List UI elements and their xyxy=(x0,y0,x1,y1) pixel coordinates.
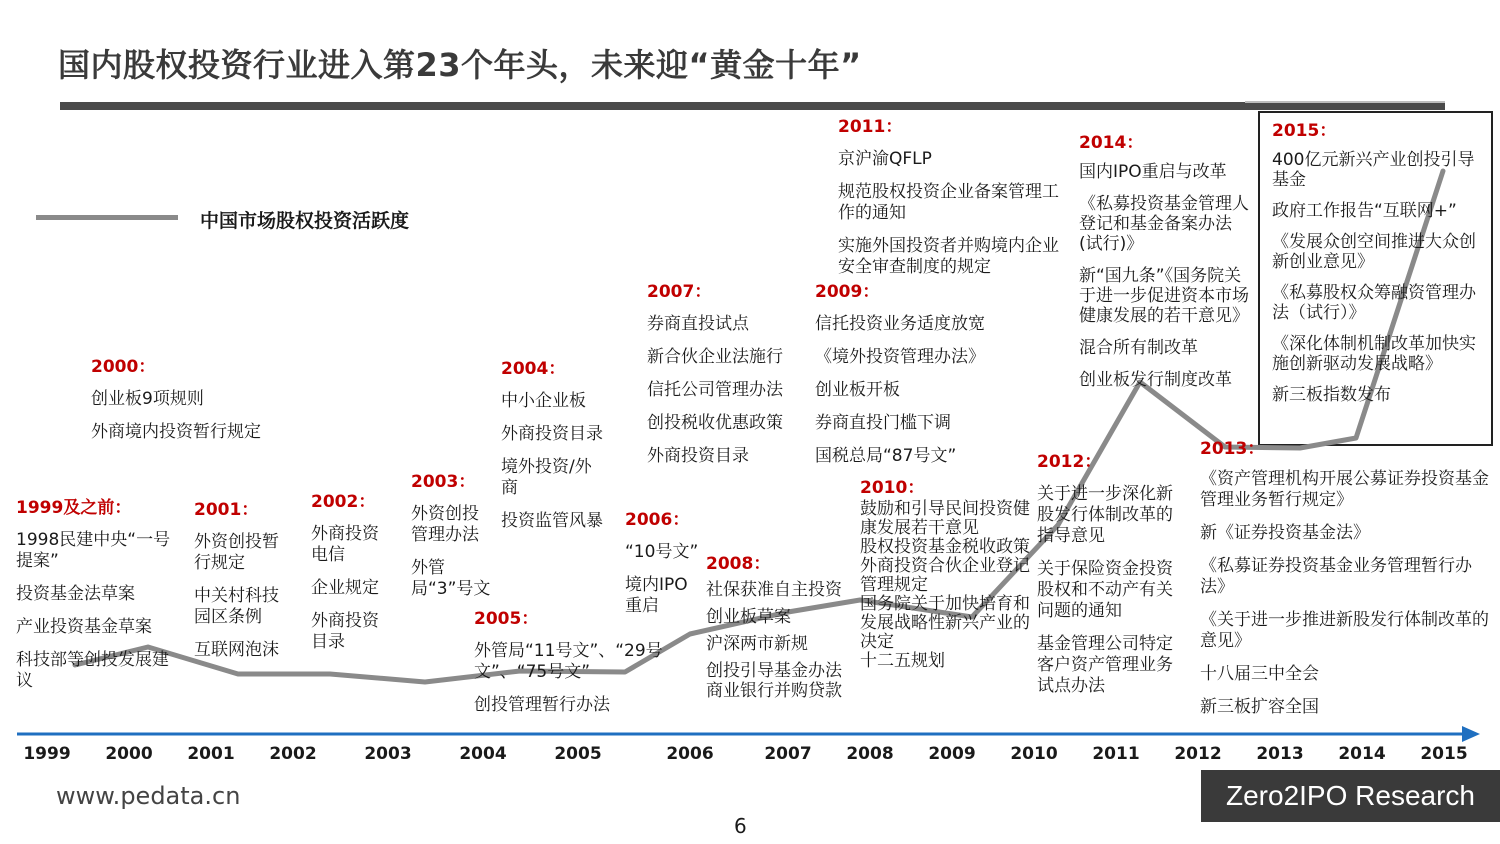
event-item: 投资基金法草案 xyxy=(16,584,135,604)
year-label: 2002： xyxy=(311,492,376,512)
block-2011 xyxy=(838,117,1066,290)
axis-year-label: 2008 xyxy=(846,744,894,764)
event-item: 国务院关于加快培育和发展战略性新兴产业的决定 xyxy=(860,594,1030,652)
axis-year-label: 2001 xyxy=(187,744,235,764)
block-2009 xyxy=(815,282,1015,479)
year-label: 2001： xyxy=(194,500,259,520)
event-item: 投资监管风暴 xyxy=(501,511,603,531)
block-2008 xyxy=(706,554,866,701)
event-item: 新合伙企业法施行 xyxy=(647,347,783,367)
event-item: 外商投资电信 xyxy=(311,524,379,565)
event-item: 新《证券投资基金法》 xyxy=(1200,523,1370,543)
axis-year-label: 2011 xyxy=(1092,744,1140,764)
event-item: 京沪渝QFLP xyxy=(838,149,932,169)
block-2010 xyxy=(860,479,1032,671)
event-item: 创业板草案 xyxy=(706,607,791,627)
year-label: 2015： xyxy=(1272,121,1337,141)
event-item: 《私募股权众筹融资管理办法（试行）》 xyxy=(1272,283,1476,323)
event-item: 信托投资业务适度放宽 xyxy=(815,314,985,334)
event-item: 沪深两市新规 xyxy=(706,634,808,654)
event-item: 互联网泡沫 xyxy=(194,640,279,660)
year-label: 2013： xyxy=(1200,439,1265,459)
event-item: 创业板发行制度改革 xyxy=(1079,370,1232,390)
event-item: 外商投资目录 xyxy=(311,611,379,652)
event-item: 关于进一步深化新股发行体制改革的指导意见 xyxy=(1037,484,1173,546)
axis-year-label: 2013 xyxy=(1256,744,1304,764)
event-item: 外管局“11号文”、“29号文”、“75号文” xyxy=(474,641,663,682)
page-number: 6 xyxy=(734,814,747,838)
event-item: 《深化体制机制改革加快实施创新驱动发展战略》 xyxy=(1272,334,1476,374)
year-label: 2008： xyxy=(706,554,771,574)
legend-label: 中国市场股权投资活跃度 xyxy=(200,210,410,232)
event-item: “10号文” xyxy=(625,542,699,562)
block-2015 xyxy=(1272,121,1487,417)
block-2004 xyxy=(501,359,603,544)
event-item: 规范股权投资企业备案管理工作的通知 xyxy=(838,182,1059,223)
block-2001 xyxy=(194,500,292,673)
event-item: 混合所有制改革 xyxy=(1079,338,1198,358)
axis-year-label: 2003 xyxy=(364,744,412,764)
event-item: 外商投资目录 xyxy=(501,424,603,444)
event-item: 产业投资基金草案 xyxy=(16,617,152,637)
event-item: 外资创投暂行规定 xyxy=(194,532,279,573)
event-item: 《私募投资基金管理人登记和基金备案办法(试行)》 xyxy=(1079,194,1249,254)
event-item: 400亿元新兴产业创投引导基金 xyxy=(1272,150,1475,190)
event-item: 基金管理公司特定客户资产管理业务试点办法 xyxy=(1037,634,1173,696)
event-item: 外商投资目录 xyxy=(647,446,749,466)
year-label: 2006： xyxy=(625,510,690,530)
block-2003 xyxy=(411,472,491,612)
axis-year-label: 2000 xyxy=(105,744,153,764)
axis-year-label: 2005 xyxy=(554,744,602,764)
block-2000 xyxy=(91,357,301,455)
event-item: 券商直投门槛下调 xyxy=(815,413,951,433)
event-item: 创投管理暂行办法 xyxy=(474,695,610,715)
event-item: 新“国九条”《国务院关于进一步促进资本市场健康发展的若干意见》 xyxy=(1079,266,1249,326)
event-item: 《私募证券投资基金业务管理暂行办法》 xyxy=(1200,556,1472,597)
axis-year-label: 2006 xyxy=(666,744,714,764)
block-1999 xyxy=(16,498,174,704)
event-item: 外商投资合伙企业登记管理规定 xyxy=(860,556,1030,595)
page-title: 国内股权投资行业进入第23个年头，未来迎“黄金十年” xyxy=(58,46,862,84)
footer-url: www.pedata.cn xyxy=(56,782,241,810)
event-item: 新三板指数发布 xyxy=(1272,385,1391,405)
event-item: 十八届三中全会 xyxy=(1200,664,1319,684)
axis-year-label: 2015 xyxy=(1420,744,1468,764)
axis-year-label: 2012 xyxy=(1174,744,1222,764)
event-item: 关于保险资金投资股权和不动产有关问题的通知 xyxy=(1037,559,1173,621)
event-item: 创投引导基金办法 xyxy=(706,661,842,681)
event-item: 中关村科技园区条例 xyxy=(194,586,279,627)
event-item: 十二五规划 xyxy=(860,651,945,671)
event-item: 《资产管理机构开展公募证券投资基金管理业务暂行规定》 xyxy=(1200,469,1489,510)
event-item: 科技部等创投发展建议 xyxy=(16,650,169,691)
event-item: 创业板开板 xyxy=(815,380,900,400)
event-item: 国税总局“87号文” xyxy=(815,446,957,466)
year-label: 2012： xyxy=(1037,452,1102,472)
axis-year-label: 2010 xyxy=(1010,744,1058,764)
event-item: 《发展众创空间推进大众创新创业意见》 xyxy=(1272,232,1476,272)
block-2012 xyxy=(1037,452,1189,709)
axis-year-label: 2002 xyxy=(269,744,317,764)
event-item: 创投税收优惠政策 xyxy=(647,413,783,433)
block-2002 xyxy=(311,492,393,665)
block-2006 xyxy=(625,510,700,629)
event-item: 信托公司管理办法 xyxy=(647,380,783,400)
axis-year-label: 1999 xyxy=(23,744,71,764)
brand-logo: Zero2IPO Research xyxy=(1201,770,1500,822)
block-2014 xyxy=(1079,133,1251,402)
event-item: 外商境内投资暂行规定 xyxy=(91,422,261,442)
event-item: 外管局“3”号文 xyxy=(411,558,491,599)
event-item: 商业银行并购贷款 xyxy=(706,681,842,701)
event-item: 境内IPO重启 xyxy=(625,575,688,616)
event-item: 境外投资/外商 xyxy=(501,457,592,498)
event-item: 券商直投试点 xyxy=(647,314,749,334)
year-label: 1999及之前： xyxy=(16,498,132,518)
event-item: 中小企业板 xyxy=(501,391,586,411)
event-item: 政府工作报告“互联网+” xyxy=(1272,201,1457,221)
year-label: 2007： xyxy=(647,282,712,302)
block-2007 xyxy=(647,282,807,479)
event-item: 国内IPO重启与改革 xyxy=(1079,162,1227,182)
block-2013 xyxy=(1200,439,1490,730)
axis-year-label: 2014 xyxy=(1338,744,1386,764)
event-item: 新三板扩容全国 xyxy=(1200,697,1319,717)
axis-year-label: 2009 xyxy=(928,744,976,764)
event-item: 外资创投管理办法 xyxy=(411,504,479,545)
event-item: 社保获准自主投资 xyxy=(706,580,842,600)
year-label: 2014： xyxy=(1079,133,1144,153)
event-item: 《关于进一步推进新股发行体制改革的意见》 xyxy=(1200,610,1489,651)
axis-year-label: 2007 xyxy=(764,744,812,764)
event-item: 企业规定 xyxy=(311,578,379,598)
year-label: 2005： xyxy=(474,609,539,629)
event-item: 《境外投资管理办法》 xyxy=(815,347,985,367)
year-label: 2011： xyxy=(838,117,903,137)
year-label: 2009： xyxy=(815,282,880,302)
event-item: 创业板9项规则 xyxy=(91,389,204,409)
event-item: 股权投资基金税收政策 xyxy=(860,537,1030,557)
event-item: 1998民建中央“一号提案” xyxy=(16,530,171,571)
year-label: 2000： xyxy=(91,357,156,377)
year-label: 2004： xyxy=(501,359,566,379)
event-item: 鼓励和引导民间投资健康发展若干意见 xyxy=(860,499,1030,538)
year-label: 2010： xyxy=(860,478,925,498)
axis-year-label: 2004 xyxy=(459,744,507,764)
event-item: 实施外国投资者并购境内企业安全审查制度的规定 xyxy=(838,236,1059,277)
year-label: 2003： xyxy=(411,472,476,492)
